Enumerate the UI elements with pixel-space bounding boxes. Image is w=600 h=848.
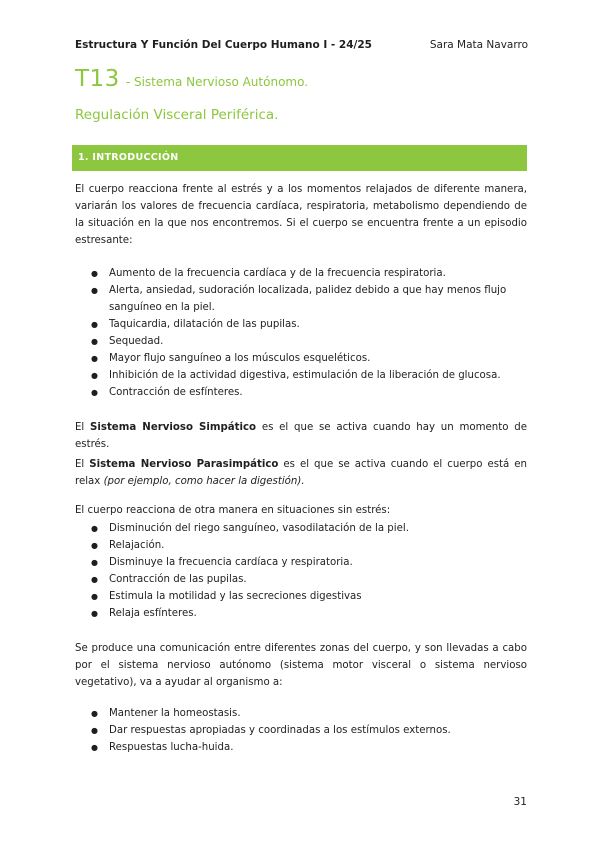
- list-item: ● Aumento de la frecuencia cardíaca y de la frecuencia respiratoria.: [91, 265, 527, 282]
- relax-response-list: [91, 520, 527, 622]
- text-span: El: [75, 459, 90, 470]
- text-span: es el que se activa cuando hay un momento de estrés.: [75, 422, 528, 450]
- list-item: ● Sequedad.: [91, 333, 527, 350]
- list-item: ● Contracción de las pupilas.: [91, 571, 527, 588]
- parasympathetic-term: Sistema Nervioso Parasimpático: [89, 459, 279, 470]
- text-span: El: [75, 422, 91, 433]
- list-item: ● Alerta, ansiedad, sudoración localizada, palidez debido a que hay menos flujo sanguíneo en la piel.: [91, 282, 527, 316]
- list-item: ● Estimula la motilidad y las secreciones digestivas: [91, 588, 527, 605]
- stress-response-list: [91, 265, 527, 401]
- list-item: ● Disminución del riego sanguíneo, vasodilatación de la piel.: [91, 520, 527, 537]
- intro-paragraph: El cuerpo reacciona frente al estrés y a los momentos relajados de diferente manera, variarán los valores de frecuencia cardíaca, respiratoria, metabolismo dependiendo de la situación en la que nos encontremos. Si el cuerpo se encuentra frente a un episodio estresante:: [75, 184, 527, 246]
- list-item: ● Dar respuestas apropiadas y coordinadas a los estímulos externos.: [91, 722, 527, 739]
- section-heading: 1. INTRODUCCIÓN: [78, 152, 179, 163]
- section-heading-bar: [72, 145, 527, 171]
- parasympathetic-paragraph: [75, 456, 527, 490]
- text-span: es el que se activa cuando el cuerpo está en relax: [75, 459, 527, 487]
- list-item: ● Respuestas lucha-huida.: [91, 739, 527, 756]
- list-item: ● Inhibición de la actividad digestiva, estimulación de la liberación de glucosa.: [91, 367, 527, 384]
- relax-intro: El cuerpo reacciona de otra manera en situaciones sin estrés:: [75, 505, 391, 516]
- page-subtitle: Regulación Visceral Periférica.: [75, 107, 279, 123]
- list-item: ● Contracción de esfínteres.: [91, 384, 527, 401]
- page-title: [75, 66, 308, 92]
- list-item: ● Relajación.: [91, 537, 527, 554]
- list-item: ● Mayor flujo sanguíneo a los músculos esqueléticos.: [91, 350, 527, 367]
- list-item: ● Taquicardia, dilatación de las pupilas.: [91, 316, 527, 333]
- topic-title: - Sistema Nervioso Autónomo.: [125, 75, 309, 89]
- sympathetic-term: Sistema Nervioso Simpático: [90, 422, 257, 433]
- list-item: ● Disminuye la frecuencia cardíaca y respiratoria.: [91, 554, 527, 571]
- communication-paragraph: Se produce una comunicación entre diferentes zonas del cuerpo, y son llevadas a cabo por el sistema nervioso autónomo (sistema motor visceral o sistema nervioso vegetativo), va a ayudar al organismo a:: [75, 643, 527, 688]
- sympathetic-paragraph: [75, 419, 527, 453]
- function-list: [91, 705, 527, 756]
- list-item: ● Mantener la homeostasis.: [91, 705, 527, 722]
- header-course: Estructura Y Función Del Cuerpo Humano I - 24/25: [75, 39, 372, 51]
- header-author: Sara Mata Navarro: [429, 39, 528, 51]
- page-number: 31: [513, 796, 527, 808]
- list-item: ● Relaja esfínteres.: [91, 605, 527, 622]
- topic-number: T13: [75, 66, 120, 92]
- parasympathetic-example: (por ejemplo, como hacer la digestión).: [103, 476, 305, 487]
